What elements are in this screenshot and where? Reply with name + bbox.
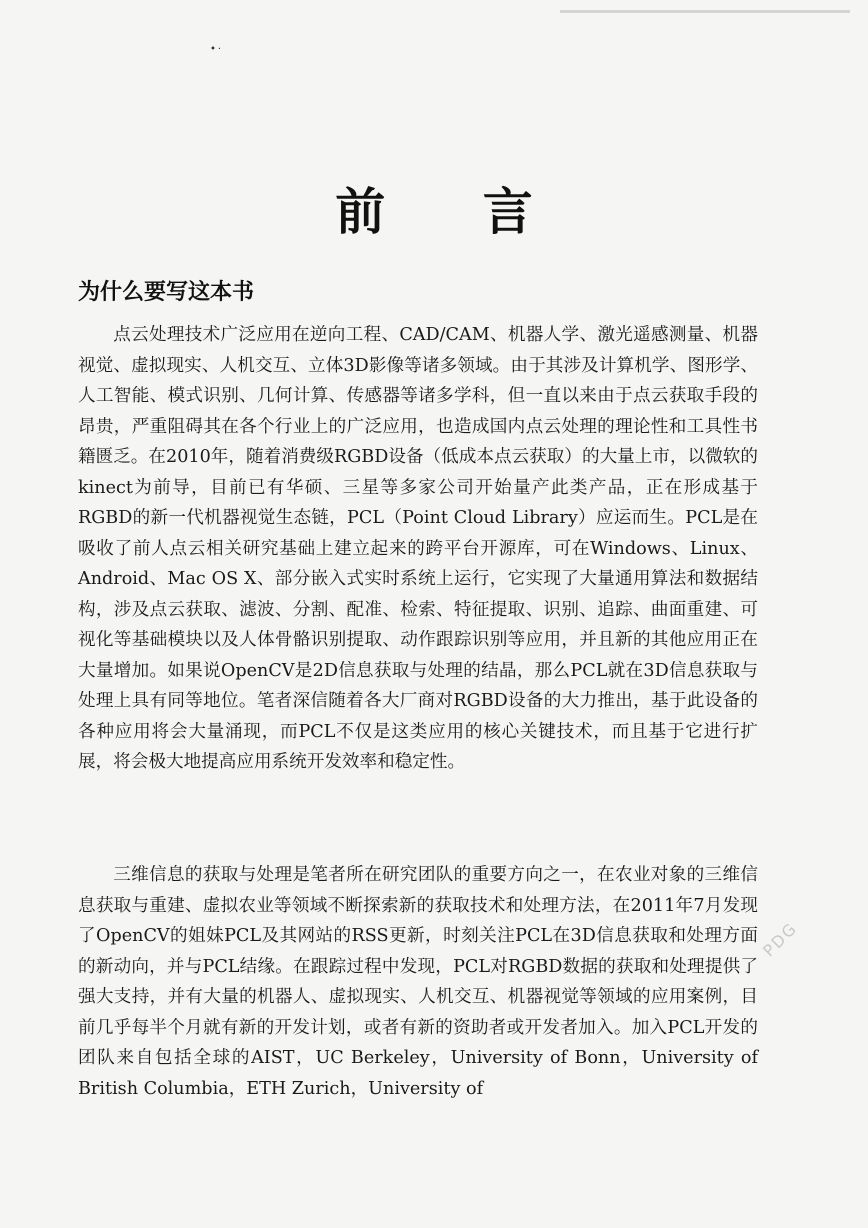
paragraph-1: 点云处理技术广泛应用在逆向工程、CAD/CAM、机器人学、激光遥感测量、机器视觉、虚拟现实、人机交互、立体3D影像等诸多领域。由于其涉及计算机学、图形学、人工智能、模式识别、几何计算、传感器等诸多学科，但一直以来由于点云获取手段的昂贵，严重阻碍其在各个行业上的广泛应用，也造成国内点云处理的理论性和工具性书籍匮乏。在2010年，随着消费级RGBD设备（低成本点云获取）的大量上市，以微软的kinect为前导，目前已有华硕、三星等多家公司开始量产此类产品，正在形成基于RGBD的新一代机器视觉生态链，PCL（Point Cloud Library）应运而生。PCL是在吸收了前人点云相关研究基础上建立起来的跨平台开源库，可在Windows、Linux、Android、Mac OS X、部分嵌入式实时系统上运行，它实现了大量通用算法和数据结构，涉及点云获取、滤波、分割、配准、检索、特征提取、识别、追踪、曲面重建、可视化等基础模块以及人体骨骼识别提取、动作跟踪识别等应用，并且新的其他应用正在大量增加。如果说OpenCV是2D信息获取与处理的结晶，那么PCL就在3D信息获取与处理上具有同等地位。笔者深信随着各大厂商对RGBD设备的大力推出，基于此设备的各种应用将会大量涌现，而PCL不仅是这类应用的核心关键技术，而且基于它进行扩展，将会极大地提高应用系统开发效率和稳定性。	[78, 325, 758, 772]
watermark: PDG	[759, 918, 802, 961]
scan-speck: •·	[210, 44, 224, 55]
page-title: 前 言	[335, 183, 573, 241]
section-heading: 为什么要写这本书	[78, 280, 255, 305]
top-rule	[560, 10, 850, 13]
paragraph-2: 三维信息的获取与处理是笔者所在研究团队的重要方向之一，在农业对象的三维信息获取与重建、虚拟农业等领域不断探索新的获取技术和处理方法，在2011年7月发现了OpenCV的姐妹PCL及其网站的RSS更新，时刻关注PCL在3D信息获取和处理方面的新动向，并与PCL结缘。在跟踪过程中发现，PCL对RGBD数据的获取和处理提供了强大支持，并有大量的机器人、虚拟现实、人机交互、机器视觉等领域的应用案例，目前几乎每半个月就有新的开发计划，或者有新的资助者或开发者加入。加入PCL开发的团队来自包括全球的AIST，UC Berkeley，University of Bonn，University of British Columbia，ETH Zurich，University of	[78, 865, 758, 1099]
